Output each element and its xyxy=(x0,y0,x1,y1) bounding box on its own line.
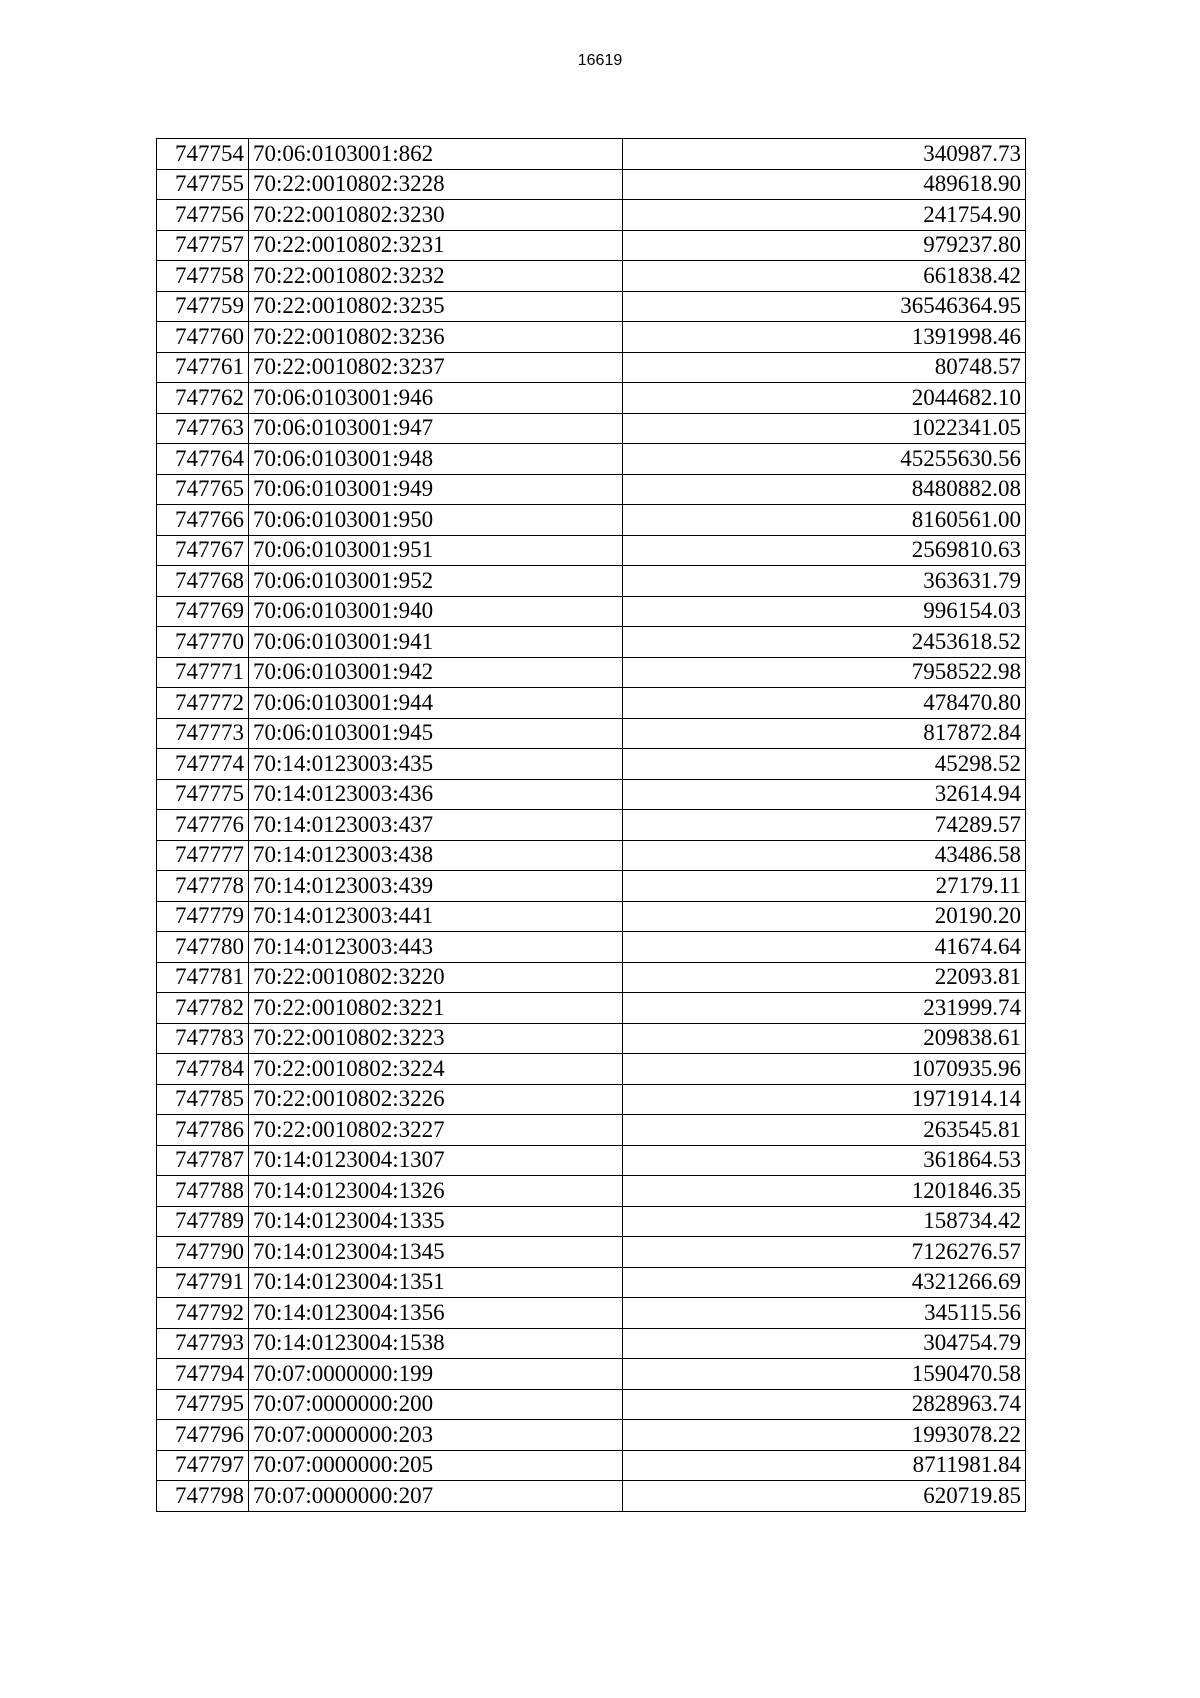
table-row xyxy=(157,962,1026,993)
table-row xyxy=(157,169,1026,200)
table-row xyxy=(157,535,1026,566)
cadastral-number-cell: 70:06:0103001:942 xyxy=(249,657,623,688)
table-row xyxy=(157,474,1026,505)
table-row xyxy=(157,352,1026,383)
table-row xyxy=(157,383,1026,414)
table-row xyxy=(157,627,1026,658)
cadastral-number-cell: 70:07:0000000:199 xyxy=(249,1359,623,1390)
row-id-cell: 747777 xyxy=(157,840,249,871)
cadastral-value-cell: 979237.80 xyxy=(623,230,1026,261)
table-row xyxy=(157,932,1026,963)
table-row xyxy=(157,200,1026,231)
cadastral-value-cell: 2453618.52 xyxy=(623,627,1026,658)
row-id-cell: 747761 xyxy=(157,352,249,383)
row-id-cell: 747766 xyxy=(157,505,249,536)
row-id-cell: 747770 xyxy=(157,627,249,658)
table-row xyxy=(157,1328,1026,1359)
table-row xyxy=(157,1206,1026,1237)
cadastral-value-cell: 27179.11 xyxy=(623,871,1026,902)
cadastral-value-cell: 45255630.56 xyxy=(623,444,1026,475)
table-row xyxy=(157,688,1026,719)
row-id-cell: 747792 xyxy=(157,1298,249,1329)
cadastral-number-cell: 70:06:0103001:950 xyxy=(249,505,623,536)
row-id-cell: 747774 xyxy=(157,749,249,780)
table-row xyxy=(157,566,1026,597)
cadastral-value-cell: 1993078.22 xyxy=(623,1420,1026,1451)
table-row xyxy=(157,1115,1026,1146)
table-row xyxy=(157,1176,1026,1207)
table-row xyxy=(157,1298,1026,1329)
cadastral-number-cell: 70:22:0010802:3221 xyxy=(249,993,623,1024)
cadastral-number-cell: 70:06:0103001:946 xyxy=(249,383,623,414)
table-row xyxy=(157,901,1026,932)
row-id-cell: 747791 xyxy=(157,1267,249,1298)
table-row xyxy=(157,1450,1026,1481)
cadastral-value-cell: 20190.20 xyxy=(623,901,1026,932)
table-row xyxy=(157,230,1026,261)
cadastral-value-cell: 32614.94 xyxy=(623,779,1026,810)
row-id-cell: 747765 xyxy=(157,474,249,505)
row-id-cell: 747776 xyxy=(157,810,249,841)
table-row xyxy=(157,1481,1026,1512)
cadastral-number-cell: 70:06:0103001:951 xyxy=(249,535,623,566)
row-id-cell: 747772 xyxy=(157,688,249,719)
cadastral-number-cell: 70:14:0123004:1351 xyxy=(249,1267,623,1298)
table-row xyxy=(157,657,1026,688)
cadastral-value-cell: 7958522.98 xyxy=(623,657,1026,688)
table-row xyxy=(157,810,1026,841)
cadastral-number-cell: 70:14:0123003:441 xyxy=(249,901,623,932)
cadastral-number-cell: 70:06:0103001:862 xyxy=(249,139,623,170)
row-id-cell: 747788 xyxy=(157,1176,249,1207)
cadastral-value-cell: 22093.81 xyxy=(623,962,1026,993)
cadastral-value-cell: 1391998.46 xyxy=(623,322,1026,353)
table-row xyxy=(157,840,1026,871)
cadastral-number-cell: 70:14:0123004:1356 xyxy=(249,1298,623,1329)
row-id-cell: 747758 xyxy=(157,261,249,292)
table-row xyxy=(157,1359,1026,1390)
cadastral-number-cell: 70:22:0010802:3223 xyxy=(249,1023,623,1054)
cadastral-number-cell: 70:07:0000000:203 xyxy=(249,1420,623,1451)
table-row xyxy=(157,1054,1026,1085)
row-id-cell: 747782 xyxy=(157,993,249,1024)
cadastral-value-cell: 80748.57 xyxy=(623,352,1026,383)
cadastral-value-cell: 74289.57 xyxy=(623,810,1026,841)
cadastral-number-cell: 70:14:0123003:437 xyxy=(249,810,623,841)
page-number: 16619 xyxy=(577,52,623,69)
cadastral-number-cell: 70:14:0123004:1307 xyxy=(249,1145,623,1176)
cadastral-value-cell: 2044682.10 xyxy=(623,383,1026,414)
cadastral-value-cell: 8480882.08 xyxy=(623,474,1026,505)
row-id-cell: 747786 xyxy=(157,1115,249,1146)
cadastral-value-cell: 361864.53 xyxy=(623,1145,1026,1176)
row-id-cell: 747793 xyxy=(157,1328,249,1359)
table-row xyxy=(157,1023,1026,1054)
table-row xyxy=(157,1267,1026,1298)
cadastral-value-cell: 4321266.69 xyxy=(623,1267,1026,1298)
row-id-cell: 747763 xyxy=(157,413,249,444)
table-row xyxy=(157,444,1026,475)
table-row xyxy=(157,1389,1026,1420)
cadastral-value-cell: 661838.42 xyxy=(623,261,1026,292)
row-id-cell: 747767 xyxy=(157,535,249,566)
row-id-cell: 747783 xyxy=(157,1023,249,1054)
cadastral-value-cell: 1590470.58 xyxy=(623,1359,1026,1390)
cadastral-number-cell: 70:06:0103001:941 xyxy=(249,627,623,658)
cadastral-value-cell: 41674.64 xyxy=(623,932,1026,963)
row-id-cell: 747764 xyxy=(157,444,249,475)
cadastral-number-cell: 70:22:0010802:3228 xyxy=(249,169,623,200)
row-id-cell: 747755 xyxy=(157,169,249,200)
cadastral-number-cell: 70:22:0010802:3235 xyxy=(249,291,623,322)
cadastral-number-cell: 70:06:0103001:945 xyxy=(249,718,623,749)
row-id-cell: 747771 xyxy=(157,657,249,688)
table-row xyxy=(157,291,1026,322)
row-id-cell: 747789 xyxy=(157,1206,249,1237)
cadastral-number-cell: 70:22:0010802:3220 xyxy=(249,962,623,993)
row-id-cell: 747794 xyxy=(157,1359,249,1390)
cadastral-number-cell: 70:14:0123003:436 xyxy=(249,779,623,810)
row-id-cell: 747762 xyxy=(157,383,249,414)
row-id-cell: 747769 xyxy=(157,596,249,627)
row-id-cell: 747796 xyxy=(157,1420,249,1451)
row-id-cell: 747759 xyxy=(157,291,249,322)
row-id-cell: 747785 xyxy=(157,1084,249,1115)
cadastral-number-cell: 70:07:0000000:205 xyxy=(249,1450,623,1481)
cadastral-value-cell: 363631.79 xyxy=(623,566,1026,597)
table-row xyxy=(157,1084,1026,1115)
cadastral-number-cell: 70:06:0103001:947 xyxy=(249,413,623,444)
cadastral-number-cell: 70:14:0123004:1345 xyxy=(249,1237,623,1268)
row-id-cell: 747778 xyxy=(157,871,249,902)
row-id-cell: 747784 xyxy=(157,1054,249,1085)
row-id-cell: 747780 xyxy=(157,932,249,963)
cadastral-number-cell: 70:07:0000000:207 xyxy=(249,1481,623,1512)
table-row xyxy=(157,322,1026,353)
table-row xyxy=(157,1420,1026,1451)
table-row xyxy=(157,139,1026,170)
cadastral-value-table xyxy=(156,138,1026,1512)
cadastral-value-cell: 817872.84 xyxy=(623,718,1026,749)
cadastral-value-cell: 1022341.05 xyxy=(623,413,1026,444)
cadastral-number-cell: 70:22:0010802:3231 xyxy=(249,230,623,261)
cadastral-number-cell: 70:06:0103001:948 xyxy=(249,444,623,475)
row-id-cell: 747775 xyxy=(157,779,249,810)
table-body xyxy=(157,139,1026,1512)
table-row xyxy=(157,1237,1026,1268)
cadastral-value-cell: 345115.56 xyxy=(623,1298,1026,1329)
cadastral-value-cell: 1201846.35 xyxy=(623,1176,1026,1207)
cadastral-number-cell: 70:06:0103001:949 xyxy=(249,474,623,505)
cadastral-value-cell: 45298.52 xyxy=(623,749,1026,780)
table-row xyxy=(157,718,1026,749)
row-id-cell: 747756 xyxy=(157,200,249,231)
cadastral-value-cell: 231999.74 xyxy=(623,993,1026,1024)
cadastral-number-cell: 70:22:0010802:3226 xyxy=(249,1084,623,1115)
cadastral-value-cell: 36546364.95 xyxy=(623,291,1026,322)
cadastral-value-cell: 263545.81 xyxy=(623,1115,1026,1146)
table-row xyxy=(157,596,1026,627)
row-id-cell: 747754 xyxy=(157,139,249,170)
cadastral-value-cell: 478470.80 xyxy=(623,688,1026,719)
cadastral-number-cell: 70:22:0010802:3236 xyxy=(249,322,623,353)
table-row xyxy=(157,871,1026,902)
cadastral-value-cell: 620719.85 xyxy=(623,1481,1026,1512)
cadastral-number-cell: 70:06:0103001:940 xyxy=(249,596,623,627)
cadastral-value-cell: 489618.90 xyxy=(623,169,1026,200)
cadastral-value-cell: 43486.58 xyxy=(623,840,1026,871)
table-row xyxy=(157,993,1026,1024)
cadastral-number-cell: 70:22:0010802:3237 xyxy=(249,352,623,383)
row-id-cell: 747779 xyxy=(157,901,249,932)
table-row xyxy=(157,505,1026,536)
cadastral-value-cell: 2828963.74 xyxy=(623,1389,1026,1420)
cadastral-value-cell: 996154.03 xyxy=(623,596,1026,627)
cadastral-value-cell: 8160561.00 xyxy=(623,505,1026,536)
row-id-cell: 747760 xyxy=(157,322,249,353)
cadastral-value-cell: 1070935.96 xyxy=(623,1054,1026,1085)
cadastral-number-cell: 70:14:0123004:1538 xyxy=(249,1328,623,1359)
table-row xyxy=(157,261,1026,292)
table-row xyxy=(157,413,1026,444)
cadastral-value-cell: 241754.90 xyxy=(623,200,1026,231)
cadastral-number-cell: 70:14:0123003:439 xyxy=(249,871,623,902)
cadastral-value-cell: 158734.42 xyxy=(623,1206,1026,1237)
cadastral-number-cell: 70:07:0000000:200 xyxy=(249,1389,623,1420)
cadastral-value-cell: 2569810.63 xyxy=(623,535,1026,566)
cadastral-value-cell: 7126276.57 xyxy=(623,1237,1026,1268)
cadastral-number-cell: 70:22:0010802:3224 xyxy=(249,1054,623,1085)
row-id-cell: 747790 xyxy=(157,1237,249,1268)
table-row xyxy=(157,779,1026,810)
cadastral-number-cell: 70:22:0010802:3232 xyxy=(249,261,623,292)
cadastral-number-cell: 70:14:0123003:443 xyxy=(249,932,623,963)
cadastral-number-cell: 70:14:0123003:438 xyxy=(249,840,623,871)
table-row xyxy=(157,749,1026,780)
row-id-cell: 747787 xyxy=(157,1145,249,1176)
row-id-cell: 747795 xyxy=(157,1389,249,1420)
cadastral-value-cell: 209838.61 xyxy=(623,1023,1026,1054)
cadastral-value-cell: 8711981.84 xyxy=(623,1450,1026,1481)
cadastral-number-cell: 70:06:0103001:952 xyxy=(249,566,623,597)
cadastral-value-cell: 304754.79 xyxy=(623,1328,1026,1359)
cadastral-value-cell: 1971914.14 xyxy=(623,1084,1026,1115)
row-id-cell: 747781 xyxy=(157,962,249,993)
row-id-cell: 747798 xyxy=(157,1481,249,1512)
cadastral-number-cell: 70:22:0010802:3230 xyxy=(249,200,623,231)
table-row xyxy=(157,1145,1026,1176)
cadastral-value-cell: 340987.73 xyxy=(623,139,1026,170)
row-id-cell: 747797 xyxy=(157,1450,249,1481)
cadastral-number-cell: 70:14:0123003:435 xyxy=(249,749,623,780)
row-id-cell: 747768 xyxy=(157,566,249,597)
cadastral-number-cell: 70:14:0123004:1335 xyxy=(249,1206,623,1237)
cadastral-number-cell: 70:06:0103001:944 xyxy=(249,688,623,719)
row-id-cell: 747773 xyxy=(157,718,249,749)
cadastral-number-cell: 70:14:0123004:1326 xyxy=(249,1176,623,1207)
row-id-cell: 747757 xyxy=(157,230,249,261)
cadastral-number-cell: 70:22:0010802:3227 xyxy=(249,1115,623,1146)
